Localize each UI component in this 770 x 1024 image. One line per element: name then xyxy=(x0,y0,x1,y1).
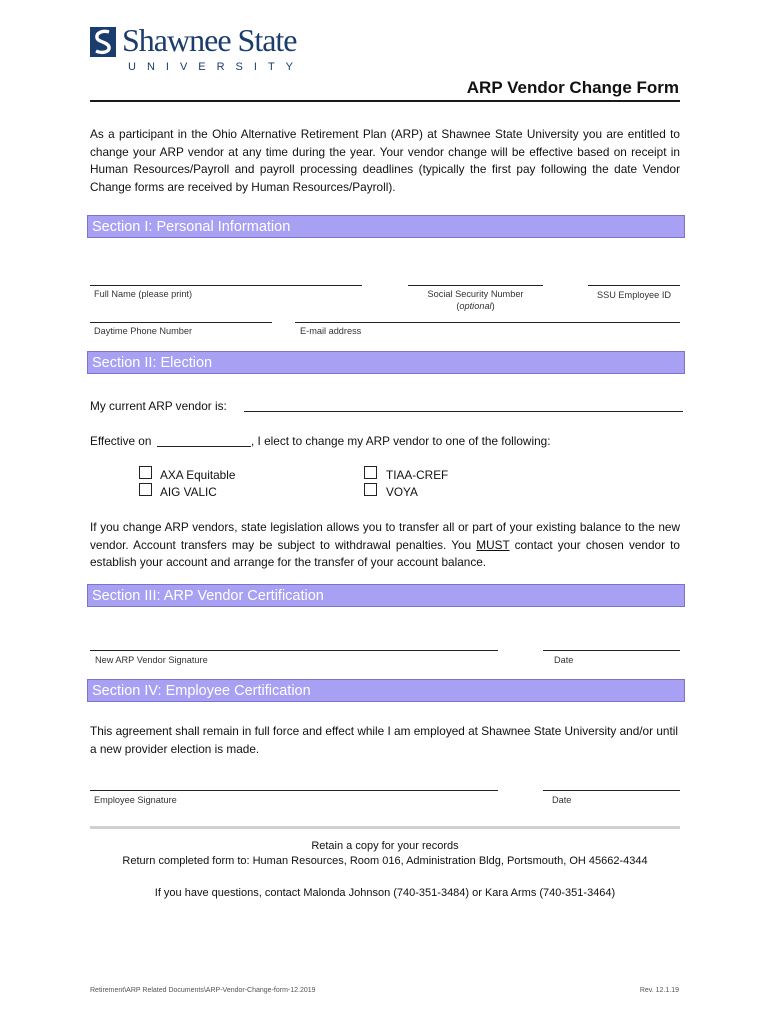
current-vendor-field[interactable] xyxy=(244,411,683,412)
retain-copy-text: Retain a copy for your records xyxy=(311,840,459,852)
transfer-must: MUST xyxy=(476,537,510,552)
voya-label: VOYA xyxy=(386,485,418,499)
tiaa-checkbox[interactable] xyxy=(364,466,377,479)
employee-date-label: Date xyxy=(552,795,572,805)
vendor-signature-field[interactable] xyxy=(90,650,498,651)
transfer-paragraph xyxy=(90,519,680,572)
vendor-signature-label: New ARP Vendor Signature xyxy=(95,655,208,665)
effective-suffix: , I elect to change my ARP vendor to one of the following: xyxy=(251,434,551,448)
section-2-header: Section II: Election xyxy=(87,351,685,374)
university-logo-icon xyxy=(90,27,116,57)
full-name-field[interactable] xyxy=(90,285,362,286)
section-1-header: Section I: Personal Information xyxy=(87,215,685,238)
footer-file-path: Retirement\ARP Related Documents\ARP-Vendor-Change-form-12.2019 xyxy=(90,987,316,994)
transfer-text-2: contact your chosen vendor to establish your account and arrange for the transfer of your account balance. xyxy=(90,537,680,570)
contact-text: If you have questions, contact Malonda Johnson (740-351-3484) or Kara Arms (740-351-3464) xyxy=(154,887,616,899)
return-address-text: Return completed form to: Human Resources, Room 016, Administration Bldg, Portsmouth, OH 45662-4344 xyxy=(122,855,648,867)
vendor-date-field[interactable] xyxy=(543,650,680,651)
employee-id-label: SSU Employee ID xyxy=(596,290,672,300)
full-name-label: Full Name (please print) xyxy=(94,289,193,299)
phone-field[interactable] xyxy=(90,322,272,323)
section-4-header: Section IV: Employee Certification xyxy=(87,679,685,702)
email-field[interactable] xyxy=(295,322,680,323)
aig-label: AIG VALIC xyxy=(160,485,217,499)
ssn-label: Social Security Number xyxy=(427,289,524,299)
form-title: ARP Vendor Change Form xyxy=(466,78,679,97)
ssn-optional-note: (optional) xyxy=(456,301,495,311)
title-divider xyxy=(90,100,680,102)
transfer-text-1: If you change ARP vendors, state legislation allows you to transfer all or part of your existing balance to the new vendor. Account transfers may be subject to withdrawal penalties. You xyxy=(90,520,680,552)
employee-signature-field[interactable] xyxy=(90,790,498,791)
aig-checkbox[interactable] xyxy=(139,483,152,496)
footer-revision: Rev. 12.1.19 xyxy=(639,987,679,994)
effective-label: Effective on xyxy=(90,434,152,448)
voya-checkbox[interactable] xyxy=(364,483,377,496)
employee-id-field[interactable] xyxy=(588,285,680,286)
logo-name: Shawnee State xyxy=(122,22,297,58)
vendor-date-label: Date xyxy=(554,655,574,665)
email-label: E-mail address xyxy=(300,326,362,336)
section-3-header: Section III: ARP Vendor Certification xyxy=(87,584,685,607)
employee-signature-label: Employee Signature xyxy=(94,795,177,805)
logo-subtitle: UNIVERSITY xyxy=(128,61,305,73)
axa-label: AXA Equitable xyxy=(160,468,236,482)
ssn-field[interactable] xyxy=(408,285,543,286)
phone-label: Daytime Phone Number xyxy=(94,326,193,336)
employee-date-field[interactable] xyxy=(543,790,680,791)
ssn-optional-text: optional xyxy=(459,301,492,311)
tiaa-label: TIAA-CREF xyxy=(386,468,449,482)
intro-paragraph: As a participant in the Ohio Alternative Retirement Plan (ARP) at Shawnee State University you are entitled to change your ARP vendor at any time during the year. Your vendor change will be effective based on receipt in Human Resources/Payroll and payroll processing deadlines (typically the first pay following the date Vendor Change forms are received by Human Resources/Payroll). xyxy=(90,127,680,194)
agreement-paragraph: This agreement shall remain in full force and effect while I am employed at Shawnee State University and/or until a new provider election is made. xyxy=(90,724,678,756)
axa-checkbox[interactable] xyxy=(139,466,152,479)
effective-date-field[interactable] xyxy=(157,446,251,447)
closing-divider xyxy=(90,826,680,829)
current-vendor-label: My current ARP vendor is: xyxy=(90,399,227,413)
